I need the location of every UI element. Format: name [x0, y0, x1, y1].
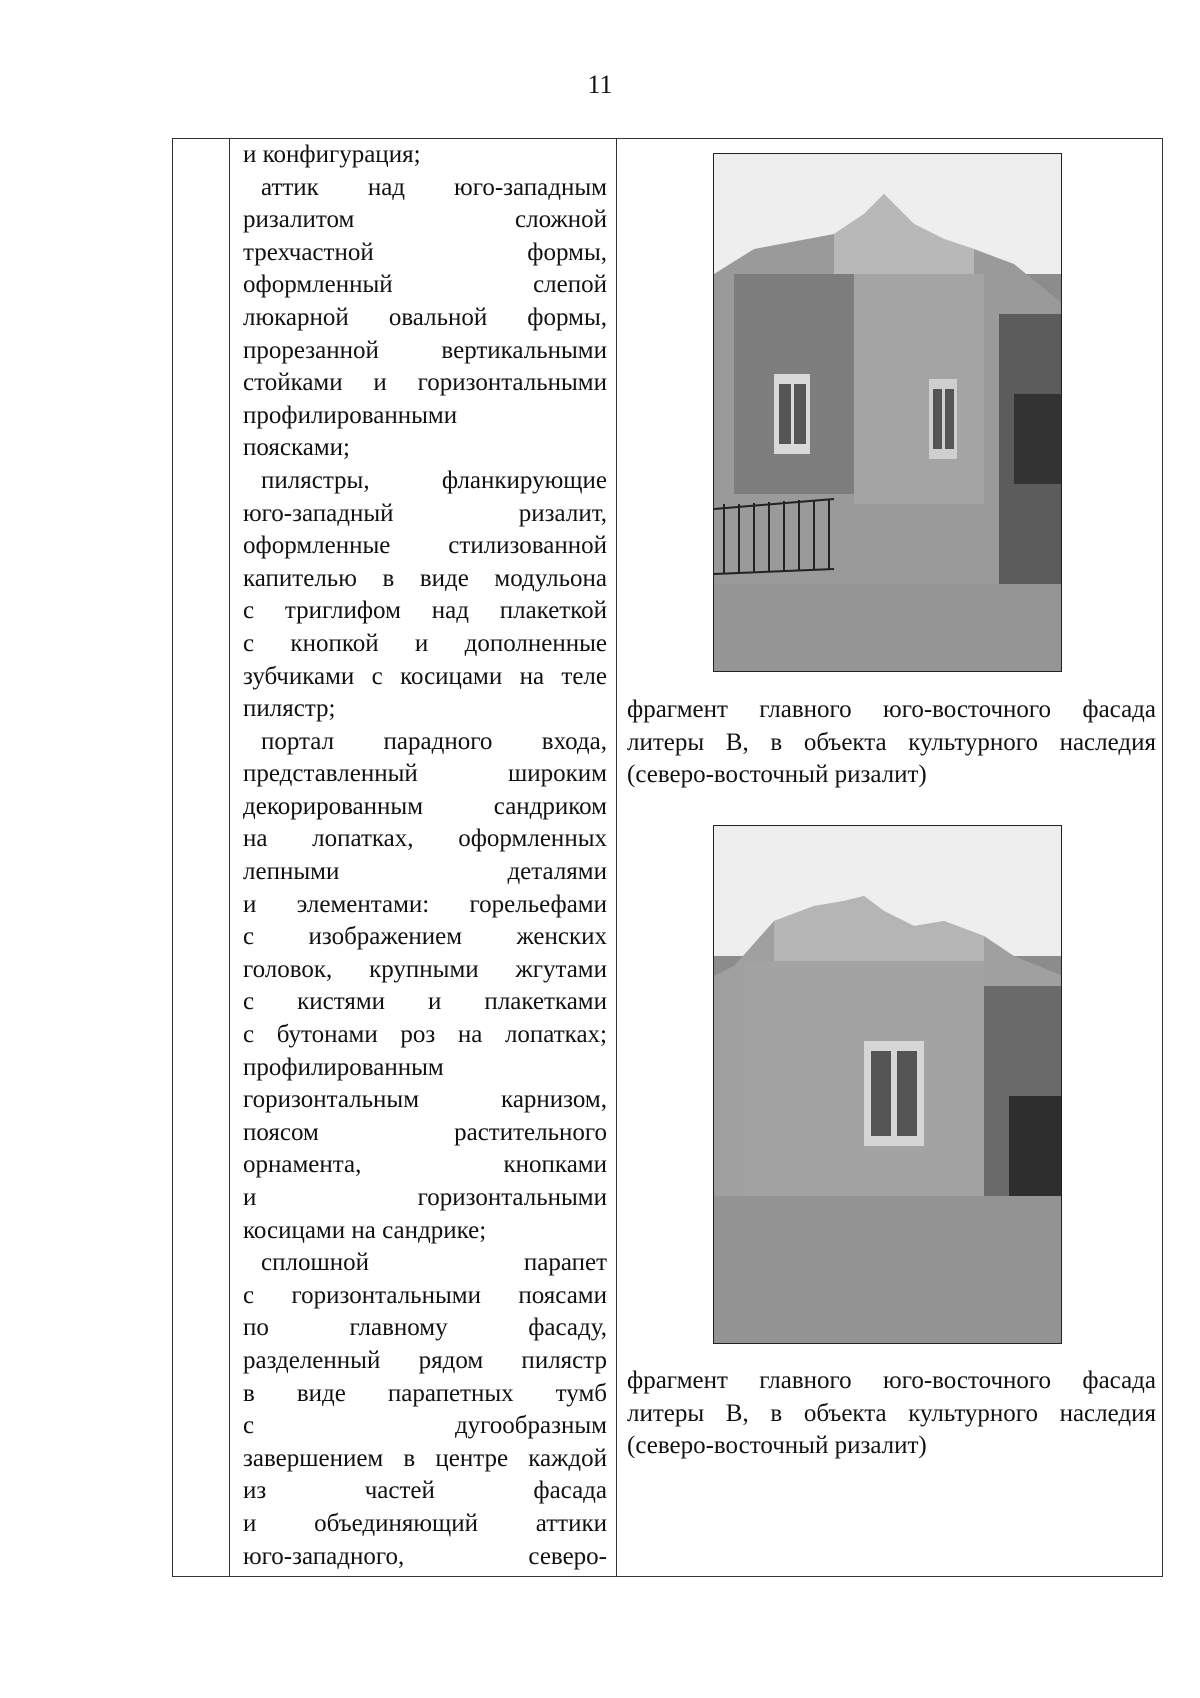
description-line: из частей фасада [243, 1477, 607, 1505]
description-line: люкарной овальной формы, [243, 303, 607, 331]
description-line: аттик над юго-западным [261, 173, 607, 201]
caption-line: (северо-восточный ризалит) [627, 761, 927, 789]
description-line: разделенный рядом пилястр [243, 1346, 607, 1374]
description-line: поясом растительного [243, 1118, 607, 1146]
description-line: на лопатках, оформленных [243, 825, 607, 853]
page-number: 11 [587, 70, 613, 99]
description-line: прорезанной вертикальными [243, 336, 607, 364]
description-line: представленный широким [243, 760, 607, 788]
caption-line: литеры В, в объекта культурного наследия [627, 1399, 1156, 1427]
description-line: с триглифом над плакеткой [243, 597, 607, 625]
description-line: головок, крупными жгутами [243, 955, 607, 983]
description-line: с кистями и плакетками [243, 988, 607, 1016]
description-line: по главному фасаду, [243, 1314, 607, 1342]
description-line: пилястр; [243, 695, 336, 723]
photo-caption [627, 694, 1156, 792]
description-line: капителью в виде модульона [243, 564, 607, 592]
photo-caption [627, 1365, 1156, 1463]
description-line: профилированным [243, 1053, 444, 1081]
description-line: косицами на сандрике; [243, 1216, 487, 1244]
description-line: портал парадного входа, [261, 727, 607, 755]
building-facade-photo [713, 153, 1062, 672]
description-line: и конфигурация; [243, 141, 421, 168]
description-text-column [243, 139, 607, 1573]
description-line: сплошной парапет [261, 1249, 607, 1277]
description-line: оформленный слепой [243, 271, 607, 299]
column-divider [616, 139, 617, 1576]
description-line: юго-западный ризалит, [243, 499, 607, 527]
description-line: пилястры, фланкирующие [261, 466, 607, 494]
description-line: трехчастной формы, [243, 238, 607, 266]
description-line: и элементами: горельефами [243, 890, 607, 918]
description-line: стойками и горизонтальными [243, 369, 607, 397]
description-line: орнамента, кнопками [243, 1151, 607, 1179]
description-line: профилированными [243, 401, 458, 429]
description-line: с кнопкой и дополненные [243, 629, 607, 657]
caption-line: литеры В, в объекта культурного наследия [627, 728, 1156, 756]
description-line: горизонтальным карнизом, [243, 1086, 607, 1114]
description-line: с изображением женских [243, 923, 607, 951]
caption-line: фрагмент главного юго-восточного фасада [627, 1367, 1156, 1394]
description-line: поясками; [243, 434, 351, 462]
description-line: и горизонтальными [243, 1184, 607, 1211]
building-facade-photo [713, 825, 1062, 1344]
caption-line: фрагмент главного юго-восточного фасада [627, 696, 1156, 723]
document-table [172, 138, 1163, 1577]
description-line: зубчиками с косицами на теле [243, 662, 607, 690]
description-line: ризалитом сложной [243, 206, 607, 234]
description-line: с бутонами роз на лопатках; [243, 1021, 607, 1049]
caption-line: (северо-восточный ризалит) [627, 1432, 927, 1460]
description-line: декорированным сандриком [243, 792, 607, 820]
description-line: в виде парапетных тумб [243, 1379, 607, 1407]
description-line: и объединяющий аттики [243, 1509, 607, 1537]
description-line: оформленные стилизованной [243, 532, 607, 560]
description-line: с горизонтальными поясами [243, 1281, 607, 1309]
description-line: юго-западного, северо- [243, 1542, 607, 1570]
description-line: завершением в центре каждой [243, 1444, 607, 1472]
description-line: лепными деталями [243, 858, 607, 886]
column-divider [229, 139, 230, 1576]
description-line: с дугообразным [243, 1412, 607, 1440]
